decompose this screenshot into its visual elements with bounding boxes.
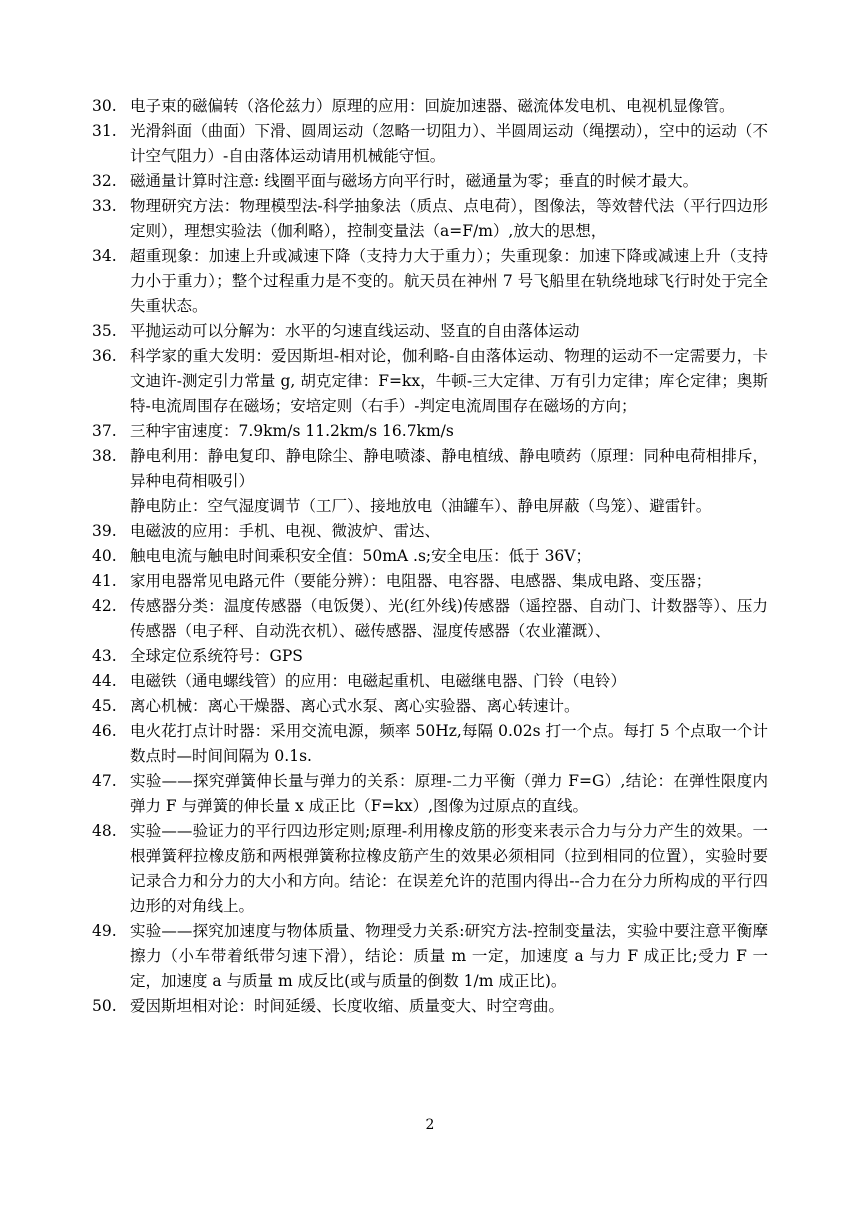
item-number: 40. (92, 547, 117, 565)
list-item (92, 719, 768, 769)
item-number: 39. (92, 522, 117, 540)
list-item (92, 994, 768, 1019)
item-number: 34. (92, 247, 117, 265)
list-item (92, 694, 768, 719)
item-text: 家用电器常见电路元件（要能分辨）：电阻器、电容器、电感器、集成电路、变压器； (130, 572, 712, 590)
list-item (92, 444, 768, 494)
list-item (92, 569, 768, 594)
list-item (92, 544, 768, 569)
item-text: 实验——验证力的平行四边形定则;原理-利用橡皮筋的形变来表示合力与分力产生的效果。一根弹簧秤拉橡皮筋和两根弹簧称拉橡皮筋产生的效果必须相同（拉到相同的位置），实验时要记录合力和分力的大小和方向。结论：在误差允许的范围内得出--合力在分力所构成的平行四边形的对角线上。 (130, 822, 768, 915)
item-text: 电火花打点计时器：采用交流电源，频率 50Hz,每隔 0.02s 打一个点。每打 5 个点取一个计数点时—时间间隔为 0.1s. (130, 722, 768, 765)
list-item (92, 244, 768, 319)
list-item (92, 119, 768, 169)
list-item (92, 919, 768, 994)
item-number: 36. (92, 347, 117, 365)
list-item (92, 519, 768, 544)
item-number: 30. (92, 97, 117, 115)
item-text: 静电防止：空气湿度调节（工厂）、接地放电（油罐车）、静电屏蔽（鸟笼）、避雷针。 (130, 497, 712, 515)
item-text: 离心机械：离心干燥器、离心式水泵、离心实验器、离心转速计。 (130, 697, 580, 715)
item-text: 科学家的重大发明：爱因斯坦-相对论，伽利略-自由落体运动、物理的运动不一定需要力，卡文迪许-测定引力常量 g, 胡克定律：F=kx，牛顿-三大定律、万有引力定律；库仑定律；奥斯特-电流周围存在磁场；安培定则（右手）-判定电流周围存在磁场的方向； (130, 347, 768, 415)
list-item (92, 594, 768, 644)
item-text: 超重现象：加速上升或减速下降（支持力大于重力）；失重现象：加速下降或减速上升（支持力小于重力）；整个过程重力是不变的。航天员在神州 7 号飞船里在轨绕地球飞行时处于完全失重状态。 (130, 247, 768, 315)
item-text: 电磁铁（通电螺线管）的应用：电磁起重机、电磁继电器、门铃（电铃） (130, 672, 627, 690)
list-item (92, 344, 768, 419)
item-number: 35. (92, 322, 117, 340)
item-text: 实验——探究加速度与物体质量、物理受力关系:研究方法-控制变量法，实验中要注意平衡摩擦力（小车带着纸带匀速下滑），结论：质量 m 一定，加速度 a 与力 F 成正比;受力 F 一定，加速度 a 与质量 m 成反比(或与质量的倒数 1/m 成正比)。 (130, 922, 768, 990)
item-text: 传感器分类：温度传感器（电饭煲）、光(红外线)传感器（遥控器、自动门、计数器等）、压力传感器（电子秤、自动洗衣机）、磁传感器、湿度传感器（农业灌溉）、 (130, 597, 768, 640)
item-text: 电磁波的应用：手机、电视、微波炉、雷达、 (130, 522, 441, 540)
item-number: 45. (92, 697, 117, 715)
item-text: 光滑斜面（曲面）下滑、圆周运动（忽略一切阻力）、半圆周运动（绳摆动），空中的运动（不计空气阻力）-自由落体运动请用机械能守恒。 (130, 122, 768, 165)
item-number: 33. (92, 197, 117, 215)
list-item (92, 319, 768, 344)
item-number: 41. (92, 572, 117, 590)
item-number: 49. (92, 922, 117, 940)
item-text: 物理研究方法：物理模型法-科学抽象法（质点、点电荷），图像法，等效替代法（平行四边形定则），理想实验法（伽利略），控制变量法（a=F/m）,放大的思想， (130, 197, 768, 240)
item-text: 三种宇宙速度：7.9km/s 11.2km/s 16.7km/s (130, 422, 454, 440)
item-number: 47. (92, 772, 117, 790)
item-number: 43. (92, 647, 117, 665)
item-number: 44. (92, 672, 117, 690)
list-item (92, 94, 768, 119)
item-number: 37. (92, 422, 117, 440)
item-number: 32. (92, 172, 117, 190)
item-text: 触电电流与触电时间乘积安全值：50mA .s;安全电压：低于 36V； (130, 547, 591, 565)
page-number: 2 (425, 1117, 435, 1133)
knowledge-list (92, 94, 768, 1019)
list-item (92, 669, 768, 694)
item-text: 静电利用：静电复印、静电除尘、静电喷漆、静电植绒、静电喷药（原理：同种电荷相排斥，异种电荷相吸引） (130, 447, 768, 490)
item-number: 50. (92, 997, 117, 1015)
list-item (92, 169, 768, 194)
item-text: 实验——探究弹簧伸长量与弹力的关系：原理-二力平衡（弹力 F=G）,结论：在弹性限度内弹力 F 与弹簧的伸长量 x 成正比（F=kx）,图像为过原点的直线。 (130, 772, 768, 815)
list-item (92, 194, 768, 244)
list-item (92, 419, 768, 444)
item-number: 31. (92, 122, 117, 140)
list-item (92, 769, 768, 819)
item-text: 电子束的磁偏转（洛伦兹力）原理的应用：回旋加速器、磁流体发电机、电视机显像管。 (130, 97, 735, 115)
item-text: 爱因斯坦相对论：时间延缓、长度收缩、质量变大、时空弯曲。 (130, 997, 565, 1015)
item-number: 48. (92, 822, 117, 840)
item-number: 38. (92, 447, 117, 465)
item-number (92, 494, 130, 519)
list-item (92, 644, 768, 669)
item-number: 42. (92, 597, 117, 615)
item-text: 平抛运动可以分解为：水平的匀速直线运动、竖直的自由落体运动 (130, 322, 580, 340)
list-item-continuation (92, 494, 768, 519)
item-text: 全球定位系统符号：GPS (130, 647, 303, 665)
item-text: 磁通量计算时注意: 线圈平面与磁场方向平行时，磁通量为零；垂直的时候才最大。 (130, 172, 699, 190)
item-number: 46. (92, 722, 117, 740)
list-item (92, 819, 768, 919)
